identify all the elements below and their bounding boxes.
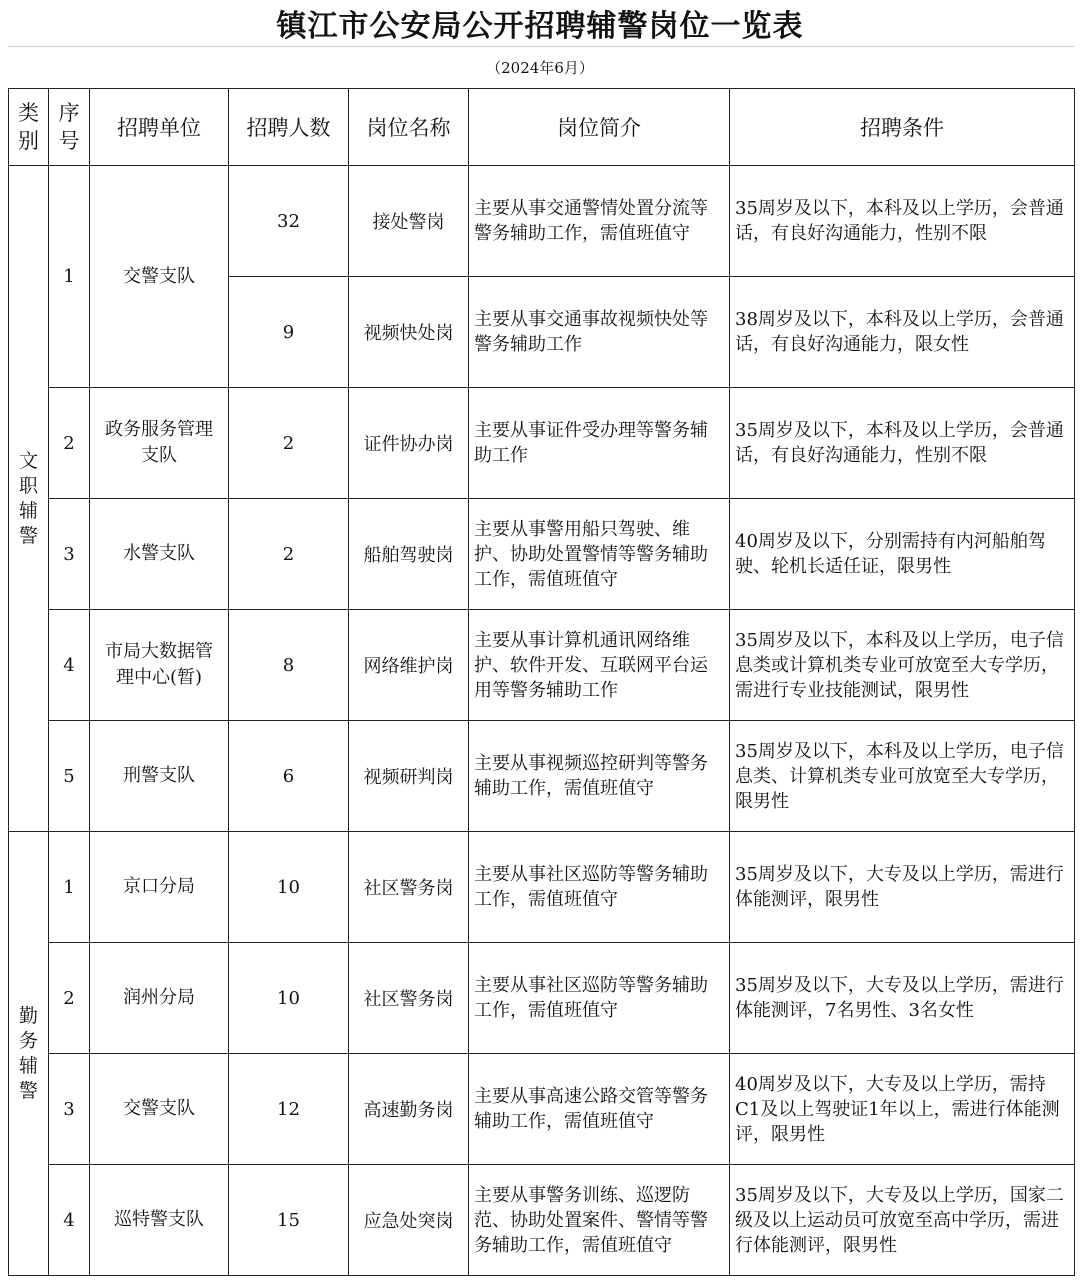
position-cell: 社区警务岗 [349, 832, 469, 943]
unit-cell: 巡特警支队 [90, 1165, 229, 1276]
unit-cell: 交警支队 [90, 1054, 229, 1165]
table-row [9, 166, 1075, 277]
position-cell: 网络维护岗 [349, 610, 469, 721]
seq-cell: 3 [49, 1054, 90, 1165]
count-cell: 8 [229, 610, 349, 721]
count-cell: 32 [229, 166, 349, 277]
table-row [9, 388, 1075, 499]
header-requirements: 招聘条件 [730, 89, 1075, 166]
description-cell: 主要从事交通警情处置分流等警务辅助工作，需值班值守 [469, 166, 730, 277]
requirements-cell: 35周岁及以下，本科及以上学历，电子信息类、计算机类专业可放宽至大专学历，限男性 [730, 721, 1075, 832]
header-count: 招聘人数 [229, 89, 349, 166]
count-cell: 6 [229, 721, 349, 832]
count-cell: 10 [229, 943, 349, 1054]
count-cell: 15 [229, 1165, 349, 1276]
seq-cell: 5 [49, 721, 90, 832]
description-cell: 主要从事计算机通讯网络维护、软件开发、互联网平台运用等警务辅助工作 [469, 610, 730, 721]
count-cell: 12 [229, 1054, 349, 1165]
count-cell: 9 [229, 277, 349, 388]
seq-cell: 2 [49, 388, 90, 499]
requirements-cell: 40周岁及以下，分别需持有内河船舶驾驶、轮机长适任证，限男性 [730, 499, 1075, 610]
unit-cell: 市局大数据管理中心(暂) [90, 610, 229, 721]
header-seq: 序号 [49, 89, 90, 166]
unit-cell: 政务服务管理支队 [90, 388, 229, 499]
position-cell: 船舶驾驶岗 [349, 499, 469, 610]
description-cell: 主要从事警用船只驾驶、维护、协助处置警情等警务辅助工作，需值班值守 [469, 499, 730, 610]
description-cell: 主要从事交通事故视频快处等警务辅助工作 [469, 277, 730, 388]
table-row [9, 499, 1075, 610]
position-cell: 视频研判岗 [349, 721, 469, 832]
table-row [9, 1054, 1075, 1165]
requirements-cell: 35周岁及以下，本科及以上学历，会普通话，有良好沟通能力，性别不限 [730, 388, 1075, 499]
count-cell: 2 [229, 499, 349, 610]
requirements-cell: 35周岁及以下，大专及以上学历，国家二级及以上运动员可放宽至高中学历，需进行体能测评，限男性 [730, 1165, 1075, 1276]
unit-cell: 润州分局 [90, 943, 229, 1054]
description-cell: 主要从事社区巡防等警务辅助工作，需值班值守 [469, 832, 730, 943]
table-row [9, 832, 1075, 943]
requirements-cell: 35周岁及以下，大专及以上学历，需进行体能测评，限男性 [730, 832, 1075, 943]
positions-table [8, 88, 1075, 1276]
table-row [9, 1165, 1075, 1276]
table-row [9, 721, 1075, 832]
position-cell: 社区警务岗 [349, 943, 469, 1054]
position-cell: 证件协办岗 [349, 388, 469, 499]
requirements-cell: 38周岁及以下，本科及以上学历，会普通话，有良好沟通能力，限女性 [730, 277, 1075, 388]
requirements-cell: 35周岁及以下，本科及以上学历，电子信息类或计算机类专业可放宽至大专学历，需进行专业技能测试，限男性 [730, 610, 1075, 721]
position-cell: 视频快处岗 [349, 277, 469, 388]
header-row [9, 89, 1075, 166]
header-description: 岗位简介 [469, 89, 730, 166]
count-cell: 2 [229, 388, 349, 499]
requirements-cell: 40周岁及以下，大专及以上学历，需持C1及以上驾驶证1年以上，需进行体能测评，限男性 [730, 1054, 1075, 1165]
header-category: 类别 [9, 89, 49, 166]
count-cell: 10 [229, 832, 349, 943]
seq-cell: 2 [49, 943, 90, 1054]
table-row [9, 610, 1075, 721]
description-cell: 主要从事社区巡防等警务辅助工作，需值班值守 [469, 943, 730, 1054]
seq-cell: 1 [49, 832, 90, 943]
table-row [9, 943, 1075, 1054]
category-cell: 文职辅警 [9, 166, 49, 832]
description-cell: 主要从事视频巡控研判等警务辅助工作，需值班值守 [469, 721, 730, 832]
seq-cell: 4 [49, 610, 90, 721]
position-cell: 高速勤务岗 [349, 1054, 469, 1165]
header-unit: 招聘单位 [90, 89, 229, 166]
description-cell: 主要从事证件受办理等警务辅助工作 [469, 388, 730, 499]
seq-cell: 3 [49, 499, 90, 610]
position-cell: 应急处突岗 [349, 1165, 469, 1276]
unit-cell: 京口分局 [90, 832, 229, 943]
seq-cell: 4 [49, 1165, 90, 1276]
header-position: 岗位名称 [349, 89, 469, 166]
unit-cell: 交警支队 [90, 166, 229, 388]
description-cell: 主要从事高速公路交管等警务辅助工作，需值班值守 [469, 1054, 730, 1165]
page-title: 镇江市公安局公开招聘辅警岗位一览表 [276, 9, 804, 44]
unit-cell: 刑警支队 [90, 721, 229, 832]
description-cell: 主要从事警务训练、巡逻防范、协助处置案件、警情等警务辅助工作，需值班值守 [469, 1165, 730, 1276]
requirements-cell: 35周岁及以下，本科及以上学历，会普通话，有良好沟通能力，性别不限 [730, 166, 1075, 277]
date-subtitle: （2024年6月） [486, 58, 594, 77]
requirements-cell: 35周岁及以下，大专及以上学历，需进行体能测评，7名男性、3名女性 [730, 943, 1075, 1054]
seq-cell: 1 [49, 166, 90, 388]
title-divider [8, 46, 1074, 47]
category-cell: 勤务辅警 [9, 832, 49, 1276]
unit-cell: 水警支队 [90, 499, 229, 610]
position-cell: 接处警岗 [349, 166, 469, 277]
